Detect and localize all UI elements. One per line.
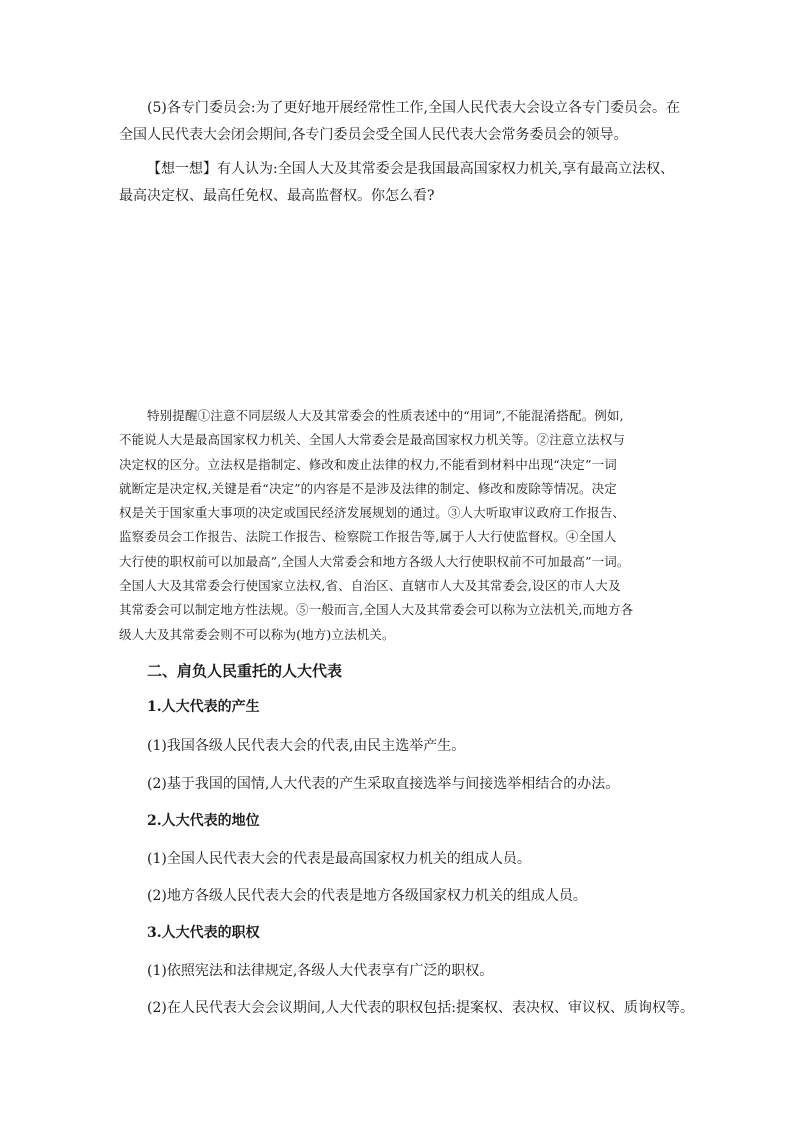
tip-line: 不能说人大是最高国家权力机关、全国人大常委会是最高国家权力机关等。②注意立法权与 [119, 432, 626, 448]
list-item: (2)基于我国的国情,人大代表的产生采取直接选举与间接选举相结合的办法。 [147, 776, 620, 792]
tip-line: 监察委员会工作报告、法院工作报告、检察院工作报告等,属于人大行使监督权。④全国人 [119, 529, 617, 545]
list-item: (1)我国各级人民代表大会的代表,由民主选举产生。 [147, 738, 466, 754]
tip-line: 特别提醒①注意不同层级人大及其常委会的性质表述中的“用词”,不能混淆搭配。例如, [147, 408, 624, 423]
list-item: (2)在人民代表大会会议期间,人大代表的职权包括:提案权、表决权、审议权、质询权等。 [147, 1000, 694, 1016]
subsection-heading: 3.人大代表的职权 [147, 925, 260, 941]
subsection-heading: 2.人大代表的地位 [147, 813, 260, 829]
paragraph-line: (5)各专门委员会:为了更好地开展经常性工作,全国人民代表大会设立各专门委员会。在 [147, 100, 680, 116]
think-line: 【想一想】有人认为:全国人大及其常委会是我国最高国家权力机关,享有最高立法权、 [147, 161, 675, 177]
section-heading: 二、肩负人民重托的人大代表 [147, 662, 343, 680]
paragraph-special-committees [119, 95, 679, 149]
think-question [119, 156, 679, 210]
paragraph-line: 全国人民代表大会闭会期间,各专门委员会受全国人民代表大会常务委员会的领导。 [119, 127, 628, 143]
list-item: (1)依照宪法和法律规定,各级人大代表享有广泛的职权。 [147, 963, 494, 979]
tip-line: 权是关于国家重大事项的决定或国民经济发展规划的通过。③人大听取审议政府工作报告、 [119, 505, 626, 521]
list-item: (1)全国人民代表大会的代表是最高国家权力机关的组成人员。 [147, 851, 531, 867]
list-item: (2)地方各级人民代表大会的代表是地方各级国家权力机关的组成人员。 [147, 888, 587, 904]
tip-line: 级人大及其常委会则不可以称为(地方)立法机关。 [119, 626, 395, 642]
tip-line: 全国人大及其常委会行使国家立法权,省、自治区、直辖市人大及其常委会,设区的市人大及 [119, 578, 621, 594]
tip-line: 就断定是决定权,关键是看“决定”的内容是不是涉及法律的制定、修改和废除等情况。决定 [119, 480, 617, 496]
special-reminder [119, 404, 681, 647]
tip-line: 决定权的区分。立法权是指制定、修改和废止法律的权力,不能看到材料中出现“决定”一词 [119, 456, 617, 472]
subsection-heading: 1.人大代表的产生 [147, 699, 260, 715]
tip-line: 大行使的职权前可以加最高”,全国人大常委会和地方各级人大行使职权前不可加最高”一词。 [119, 553, 630, 569]
think-line: 最高决定权、最高任免权、最高监督权。你怎么看? [119, 188, 435, 204]
tip-line: 其常委会可以制定地方性法规。⑤一般而言,全国人大及其常委会可以称为立法机关,而地方各 [119, 602, 634, 618]
